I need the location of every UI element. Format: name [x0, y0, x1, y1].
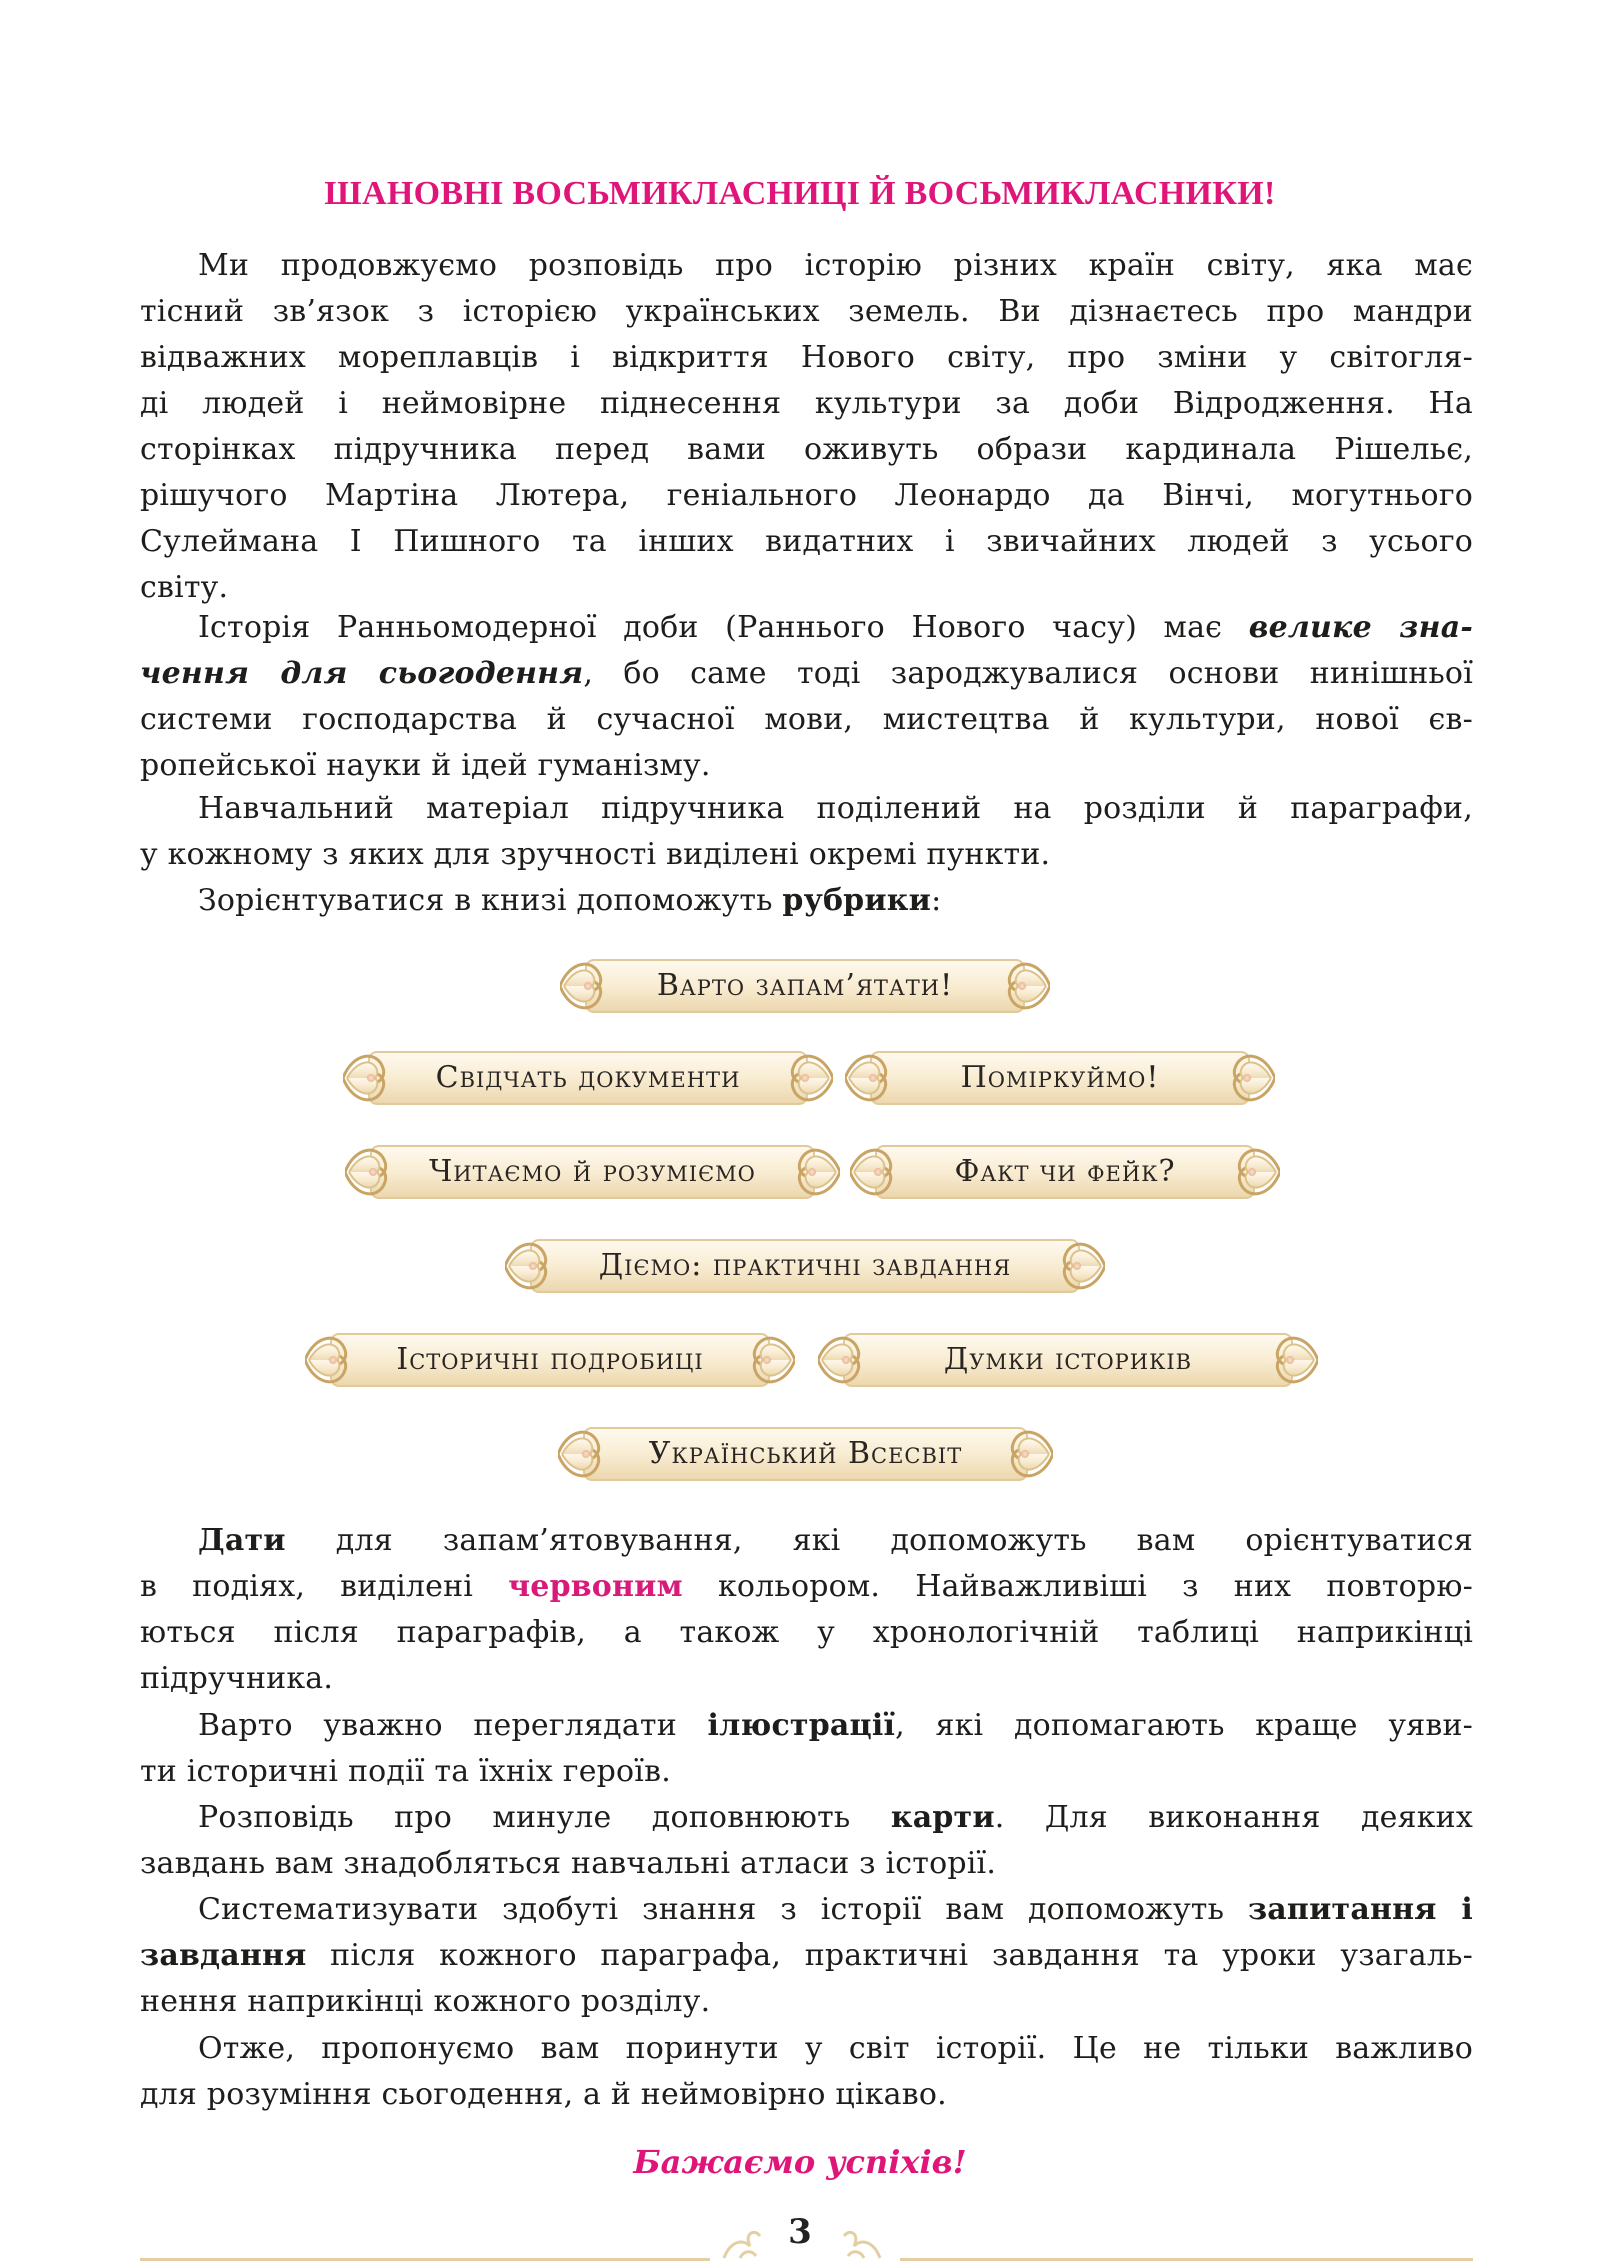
systematize-paragraph	[140, 1887, 1473, 2025]
rubric-banner	[305, 1328, 795, 1392]
text-line	[140, 1703, 1473, 1749]
text-line: відважних мореплавців і відкриття Нового світу, про зміни у світогля-	[140, 340, 1473, 375]
text-run: Варто уважно переглядати	[198, 1708, 708, 1743]
intro-paragraph	[140, 243, 1473, 611]
text-line: Сулеймана І Пишного та інших видатних і звичайних людей з усього	[140, 524, 1473, 559]
footer-divider-left	[140, 2258, 710, 2261]
text-line: тісний зв’язок з історією українських земель. Ви дізнаєтесь про мандри	[140, 294, 1473, 329]
emphasis-text: велике зна-	[1248, 610, 1473, 645]
bold-text: завдання	[140, 1938, 307, 1973]
rubric-banner	[845, 1046, 1275, 1110]
text-run: кольором. Найважливіші з них повторю-	[682, 1569, 1473, 1604]
text-run: Історія Ранньомодерної доби (Раннього Нового часу) має	[198, 610, 1249, 645]
page-heading: ШАНОВНІ ВОСЬМИКЛАСНИЦІ Й ВОСЬМИКЛАСНИКИ!	[324, 175, 1276, 212]
text-run: для запам’ятовування, які допоможуть вам орієнтуватися	[285, 1523, 1473, 1558]
text-run: після кожного параграфа, практичні завдання та уроки узагаль-	[306, 1938, 1473, 1973]
rubric-banner	[850, 1140, 1280, 1204]
text-run: :	[931, 883, 942, 918]
text-line	[140, 1564, 1473, 1610]
text-line: ді людей і неймовірне піднесення культури за доби Відродження. На	[140, 386, 1473, 421]
text-line: світу.	[140, 570, 229, 605]
bold-text: карти	[890, 1800, 995, 1835]
rubric-banner	[505, 1234, 1105, 1298]
text-line: ти історичні події та їхніх героїв.	[140, 1754, 671, 1789]
text-line	[140, 1795, 1473, 1841]
rubric-label: Діємо: практичні завдання	[598, 1248, 1012, 1283]
rubric-banner	[558, 1422, 1053, 1486]
wish-text: Бажаємо успіхів!	[633, 2143, 967, 2181]
text-line: завдань вам знадобляться навчальні атласи з історії.	[140, 1846, 997, 1881]
rubric-label: Поміркуймо!	[960, 1060, 1160, 1095]
rubric-label: Читаємо й розуміємо	[429, 1154, 756, 1189]
text-line: системи господарства й сучасної мови, мистецтва й культури, нової єв-	[140, 702, 1473, 737]
text-line	[140, 1518, 1473, 1564]
text-run: , бо саме тоді зароджувалися основи нинішньої	[583, 656, 1473, 691]
text-line	[140, 1933, 1473, 1979]
text-line: рішучого Мартіна Лютера, геніального Леонардо да Вінчі, могутнього	[140, 478, 1473, 513]
text-run: Зорієнтуватися в книзі допоможуть	[198, 883, 783, 918]
text-line	[140, 1887, 1473, 1933]
maps-paragraph	[140, 1795, 1473, 1887]
rubric-label: Думки істориків	[943, 1342, 1193, 1377]
text-line	[140, 605, 1473, 651]
text-line: у кожному з яких для зручності виділені окремі пункти.	[140, 837, 1051, 872]
footer-divider-right	[900, 2258, 1473, 2261]
text-line: підручника.	[140, 1661, 334, 1696]
rubric-banner	[560, 954, 1050, 1018]
page-number: 3	[788, 2212, 812, 2252]
text-line: Ми продовжуємо розповідь про історію різних країн світу, яка має	[198, 248, 1473, 283]
text-line	[140, 651, 1473, 697]
bold-text: ілюстрації	[707, 1708, 896, 1743]
text-run: Систематизувати здобуті знання з історії вам допоможуть	[198, 1892, 1248, 1927]
rubric-label: Свідчать документи	[435, 1060, 741, 1095]
text-line: сторінках підручника перед вами оживуть образи кардинала Рішельє,	[140, 432, 1473, 467]
bold-text: Дати	[198, 1523, 286, 1558]
rubric-banner	[818, 1328, 1318, 1392]
text-line: нення наприкінці кожного розділу.	[140, 1984, 711, 2019]
text-run: , які допомагають краще уяви-	[895, 1708, 1473, 1743]
material-paragraph	[140, 786, 1473, 878]
red-highlight-text: червоним	[508, 1569, 683, 1604]
bold-text: рубрики	[782, 883, 932, 918]
bold-text: запитання і	[1247, 1892, 1473, 1927]
text-run: Розповідь про минуле доповнюють	[198, 1800, 891, 1835]
orient-paragraph	[140, 878, 1473, 924]
dates-paragraph	[140, 1518, 1473, 1702]
text-run: . Для виконання деяких	[994, 1800, 1473, 1835]
text-line	[140, 878, 1473, 924]
history-paragraph	[140, 605, 1473, 789]
text-line: Отже, пропонуємо вам поринути у світ історії. Це не тільки важливо	[198, 2031, 1473, 2066]
closing-paragraph	[140, 2026, 1473, 2118]
text-run: в подіях, виділені	[140, 1569, 509, 1604]
rubric-label: Факт чи фейк?	[954, 1154, 1176, 1189]
text-line: ропейської науки й ідей гуманізму.	[140, 748, 711, 783]
rubric-banner	[345, 1140, 840, 1204]
rubric-banner	[343, 1046, 833, 1110]
rubric-label: Український Всесвіт	[648, 1436, 963, 1471]
text-line: для розуміння сьогодення, а й неймовірно цікаво.	[140, 2077, 947, 2112]
text-line: ються після параграфів, а також у хронологічній таблиці наприкінці	[140, 1615, 1473, 1650]
text-line: Навчальний матеріал підручника поділений на розділи й параграфи,	[198, 791, 1473, 826]
rubric-label: Історичні подробиці	[396, 1342, 704, 1377]
rubric-label: Варто запам’ятати!	[656, 968, 954, 1003]
emphasis-text: чення для сьогодення	[140, 656, 584, 691]
illustrations-paragraph	[140, 1703, 1473, 1795]
